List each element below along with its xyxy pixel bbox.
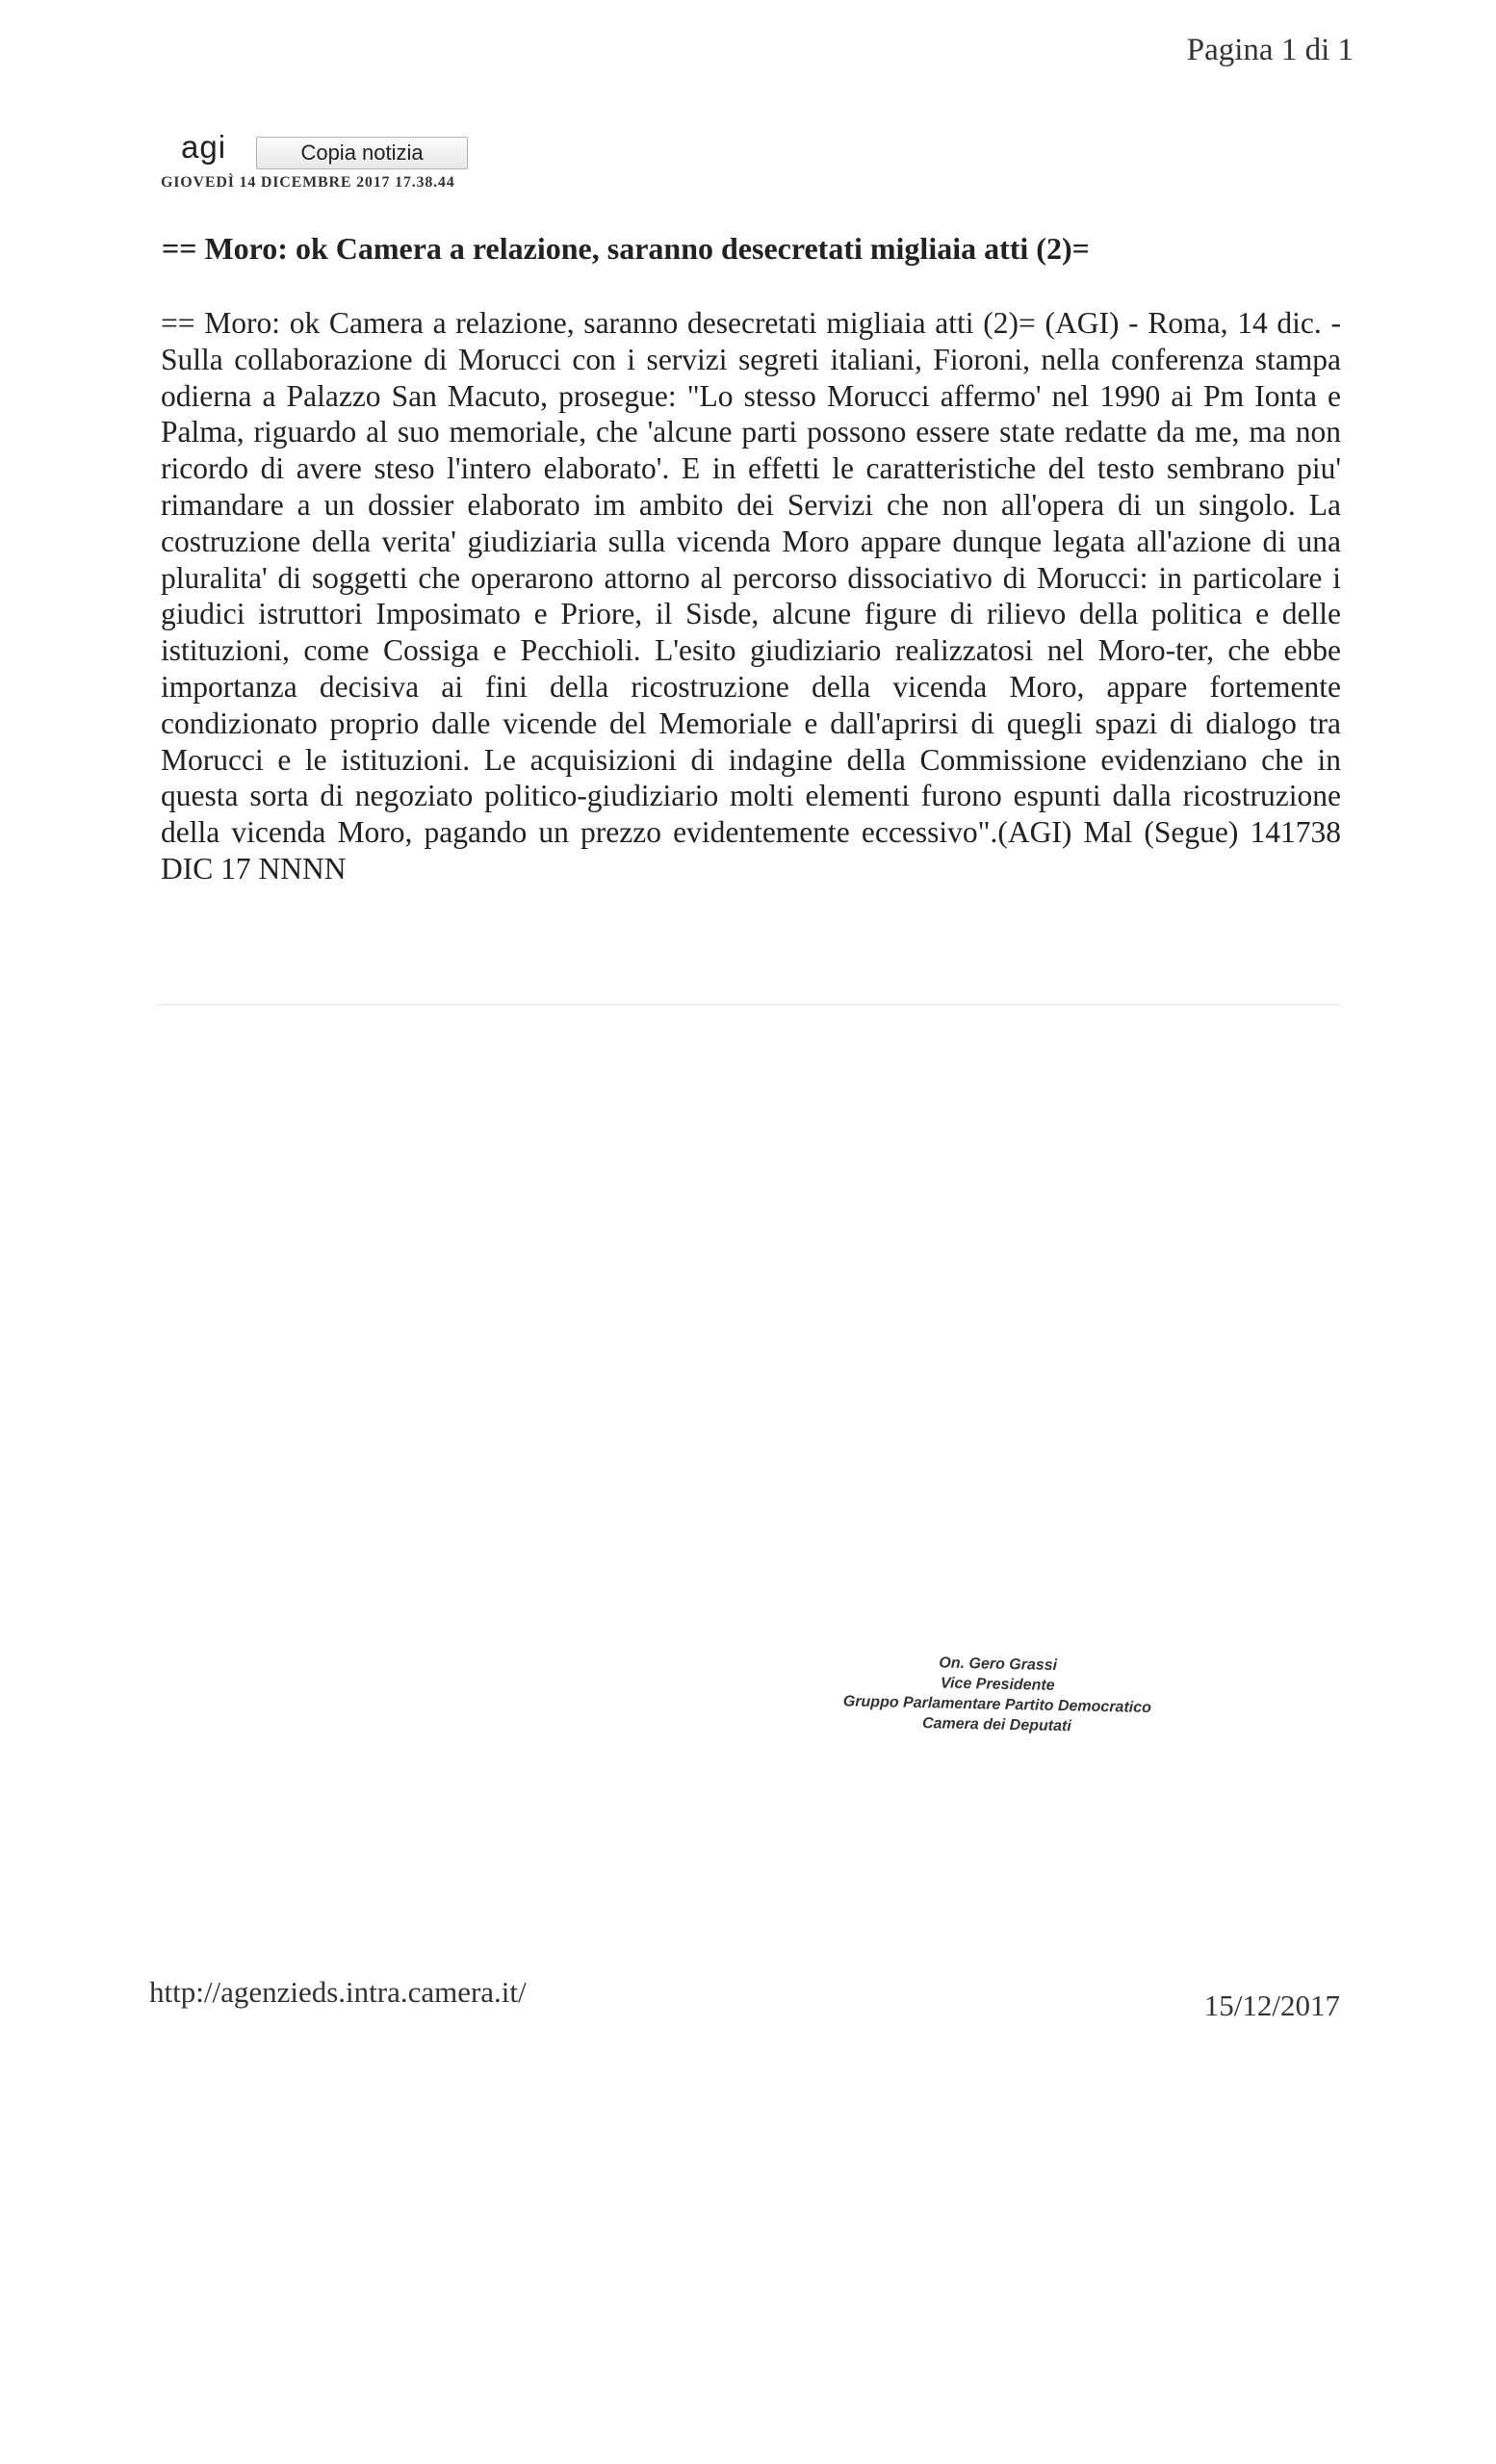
copy-news-button[interactable]: Copia notizia xyxy=(256,137,468,169)
page-number: Pagina 1 di 1 xyxy=(1186,33,1354,67)
stamp-name: On. Gero Grassi xyxy=(939,1655,1058,1674)
article-headline: == Moro: ok Camera a relazione, saranno desecretati migliaia atti (2)= xyxy=(162,231,1090,266)
agi-logo: agi xyxy=(181,128,227,165)
agency-header xyxy=(181,123,468,169)
footer-url: http://agenzieds.intra.camera.it/ xyxy=(149,1975,527,2009)
stamp-group: Gruppo Parlamentare Partito Democratico xyxy=(842,1693,1152,1717)
signature-stamp xyxy=(780,1650,1215,1739)
footer-date: 15/12/2017 xyxy=(1203,1989,1340,2022)
stamp-role: Vice Presidente xyxy=(940,1675,1055,1694)
article-body: == Moro: ok Camera a relazione, saranno desecretati migliaia atti (2)= (AGI) - Roma, 14 dic. - Sulla collaborazione di Morucci con i servizi segreti italiani, Fioroni, nella conferenza stampa odierna a Palazzo San Macuto, prosegue: "Lo stesso Morucci affermo' nel 1990 ai Pm Ionta e Palma, riguardo al suo memoriale, che 'alcune parti possono essere state redatte da me, ma non ricordo di avere steso l'intero elaborato'. E in effetti le caratteristiche del testo sembrano piu' rimandare a un dossier elaborato im ambito dei Servizi che non all'opera di un singolo. La costruzione della verita' giudiziaria sulla vicenda Moro appare dunque legata all'azione di una pluralita' di soggetti che operarono attorno al percorso dissociativo di Morucci: in particolare i giudici istruttori Imposimato e Priore, il Sisde, alcune figure di rilievo della politica e delle istituzioni, come Cossiga e Pecchioli. L'esito giudiziario realizzatosi nel Moro-ter, che ebbe importanza decisiva ai fini della ricostruzione della vicenda Moro, appare fortemente condizionato proprio dalle vicende del Memoriale e dall'aprirsi di quegli spazi di dialogo tra Morucci e le istituzioni. Le acquisizioni di indagine della Commissione evidenziano che in questa sorta di negoziato politico-giudiziario molti elementi furono espunti dalla ricostruzione della vicenda Moro, pagando un prezzo evidentemente eccessivo".(AGI) Mal (Segue) 141738 DIC 17 NNNN xyxy=(161,306,1341,886)
stamp-chamber: Camera dei Deputati xyxy=(921,1715,1071,1735)
news-timestamp: GIOVEDÌ 14 DICEMBRE 2017 17.38.44 xyxy=(161,174,455,191)
content-divider xyxy=(159,1004,1341,1005)
